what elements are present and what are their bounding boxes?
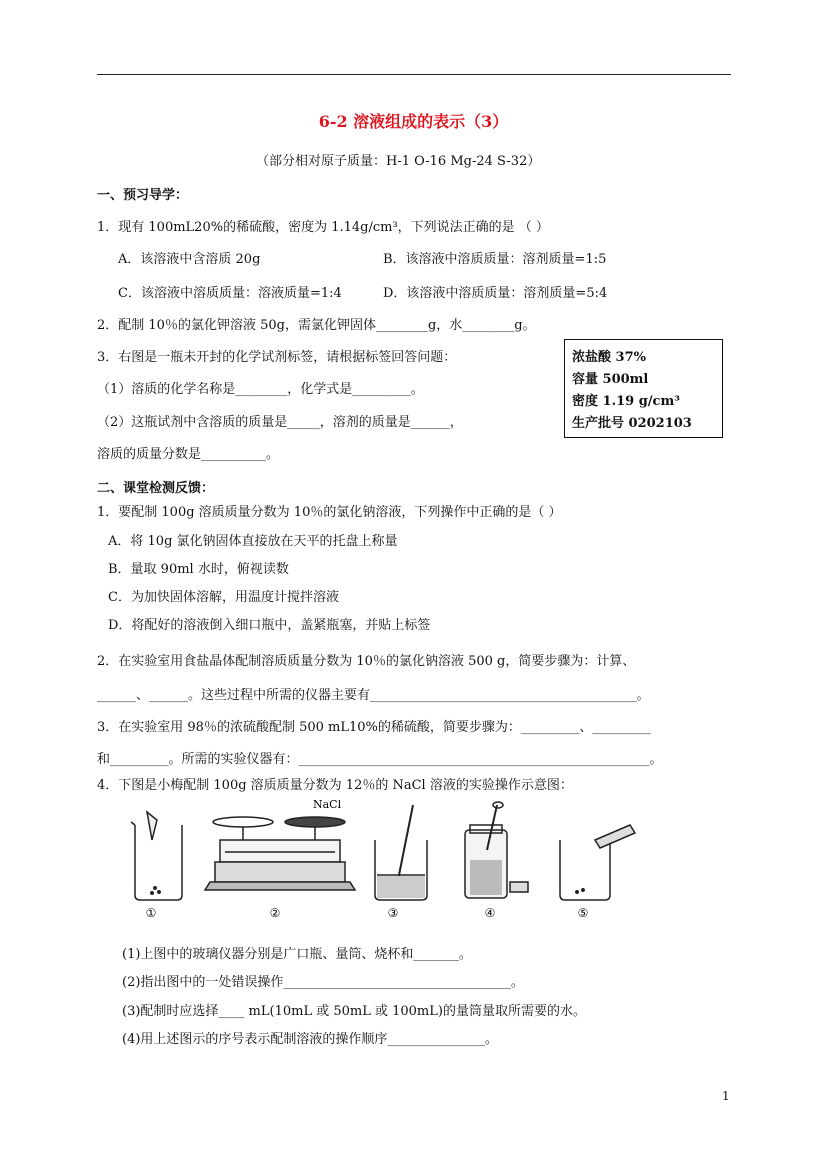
s1-q1-option-b: B．该溶液中溶质质量：溶剂质量=1:5 (383, 252, 607, 267)
beaker-1 (131, 812, 182, 900)
atomic-masses-note: （部分相对原子质量：H-1 O-16 Mg-24 S-32） (256, 154, 541, 169)
reagent-batch: 生产批号 0202103 (572, 416, 692, 431)
s2-question-3-line2: 和_________。所需的实验仪器有：______________________________________________________。 (97, 752, 663, 767)
s1-q3-part-2: （2）这瓶试剂中含溶质的质量是_____，溶剂的质量是______， (97, 415, 463, 430)
s1-q1-option-d: D．该溶液中溶质质量：溶剂质量=5:4 (383, 286, 608, 301)
s1-q1-option-a: A．该溶液中含溶质 20g (118, 252, 261, 267)
reagent-density: 密度 1.19 g/cm³ (572, 394, 680, 409)
s2-q4-part-4: (4)用上述图示的序号表示配制溶液的操作顺序_______________。 (122, 1032, 498, 1047)
figure-label-1: ① (145, 906, 157, 920)
experiment-figure (125, 800, 645, 920)
figure-label-5: ⑤ (577, 906, 589, 920)
s2-q4-part-1: (1)上图中的玻璃仪器分别是广口瓶、量筒、烧杯和_______。 (122, 947, 472, 962)
figure-label-4: ④ (484, 906, 496, 920)
page-title: 6-2 溶液组成的表示（3） (318, 112, 509, 131)
s2-question-2-line2: ______、______。这些过程中所需的仪器主要有_________________________________________。 (97, 688, 650, 703)
s2-q1-option-a: A．将 10g 氯化钠固体直接放在天平的托盘上称量 (108, 534, 398, 549)
s2-q1-option-d: D．将配好的溶液倒入细口瓶中，盖紧瓶塞，并贴上标签 (108, 618, 431, 633)
balance-2 (205, 817, 355, 890)
section2-heading: 二、课堂检测反馈： (97, 481, 215, 496)
s2-q1-option-c: C．为加快固体溶解，用温度计搅拌溶液 (108, 590, 339, 605)
s1-question-2: 2．配制 10％的氯化钾溶液 50g，需氯化钾固体________g，水________g。 (97, 318, 536, 333)
section1-heading: 一、预习导学： (97, 188, 189, 203)
s2-question-2-line1: 2．在实验室用食盐晶体配制溶质质量分数为 10％的氯化钠溶液 500 g，简要步骤为：计算、 (97, 654, 636, 669)
s2-question-3-line1: 3．在实验室用 98％的浓硫酸配制 500 mL10%的稀硫酸，简要步骤为：_________、_________ (97, 720, 651, 735)
s1-q1-option-c: C．该溶液中溶质质量：溶液质量=1:4 (118, 286, 342, 301)
s1-question-3: 3．右图是一瓶未开封的化学试剂标签，请根据标签回答问题： (97, 350, 457, 365)
reagent-volume: 容量 500ml (572, 372, 649, 387)
beaker-3 (375, 805, 427, 900)
s2-question-1: 1．要配制 100g 溶质质量分数为 10％的氯化钠溶液，下列操作中正确的是（ ） (97, 505, 562, 520)
figure-label-2: ② (269, 906, 281, 920)
reagent-name: 浓盐酸 37% (572, 350, 646, 365)
figure-label-3: ③ (387, 906, 399, 920)
s2-q1-option-b: B．量取 90ml 水时，俯视读数 (108, 562, 289, 577)
beaker-5 (560, 825, 635, 900)
nacl-label: NaCl (313, 800, 342, 811)
page-number: 1 (722, 1089, 730, 1103)
s1-q3-part-3: 溶质的质量分数是__________。 (97, 447, 280, 462)
jar-4 (465, 802, 528, 898)
header-rule (97, 74, 731, 75)
s2-question-4: 4．下图是小梅配制 100g 溶质质量分数为 12％的 NaCl 溶液的实验操作示意图： (97, 778, 573, 793)
reagent-label (564, 339, 723, 438)
s2-q4-part-3: (3)配制时应选择____ mL(10mL 或 50mL 或 100mL)的量筒量取所需要的水。 (122, 1004, 586, 1019)
s2-q4-part-2: (2)指出图中的一处错误操作___________________________________。 (122, 975, 524, 990)
s1-q3-part-1: （1）溶质的化学名称是________，化学式是_________。 (97, 382, 424, 397)
s1-question-1: 1．现有 100mL20%的稀硫酸，密度为 1.14g/cm³，下列说法正确的是 （ ） (97, 220, 549, 235)
